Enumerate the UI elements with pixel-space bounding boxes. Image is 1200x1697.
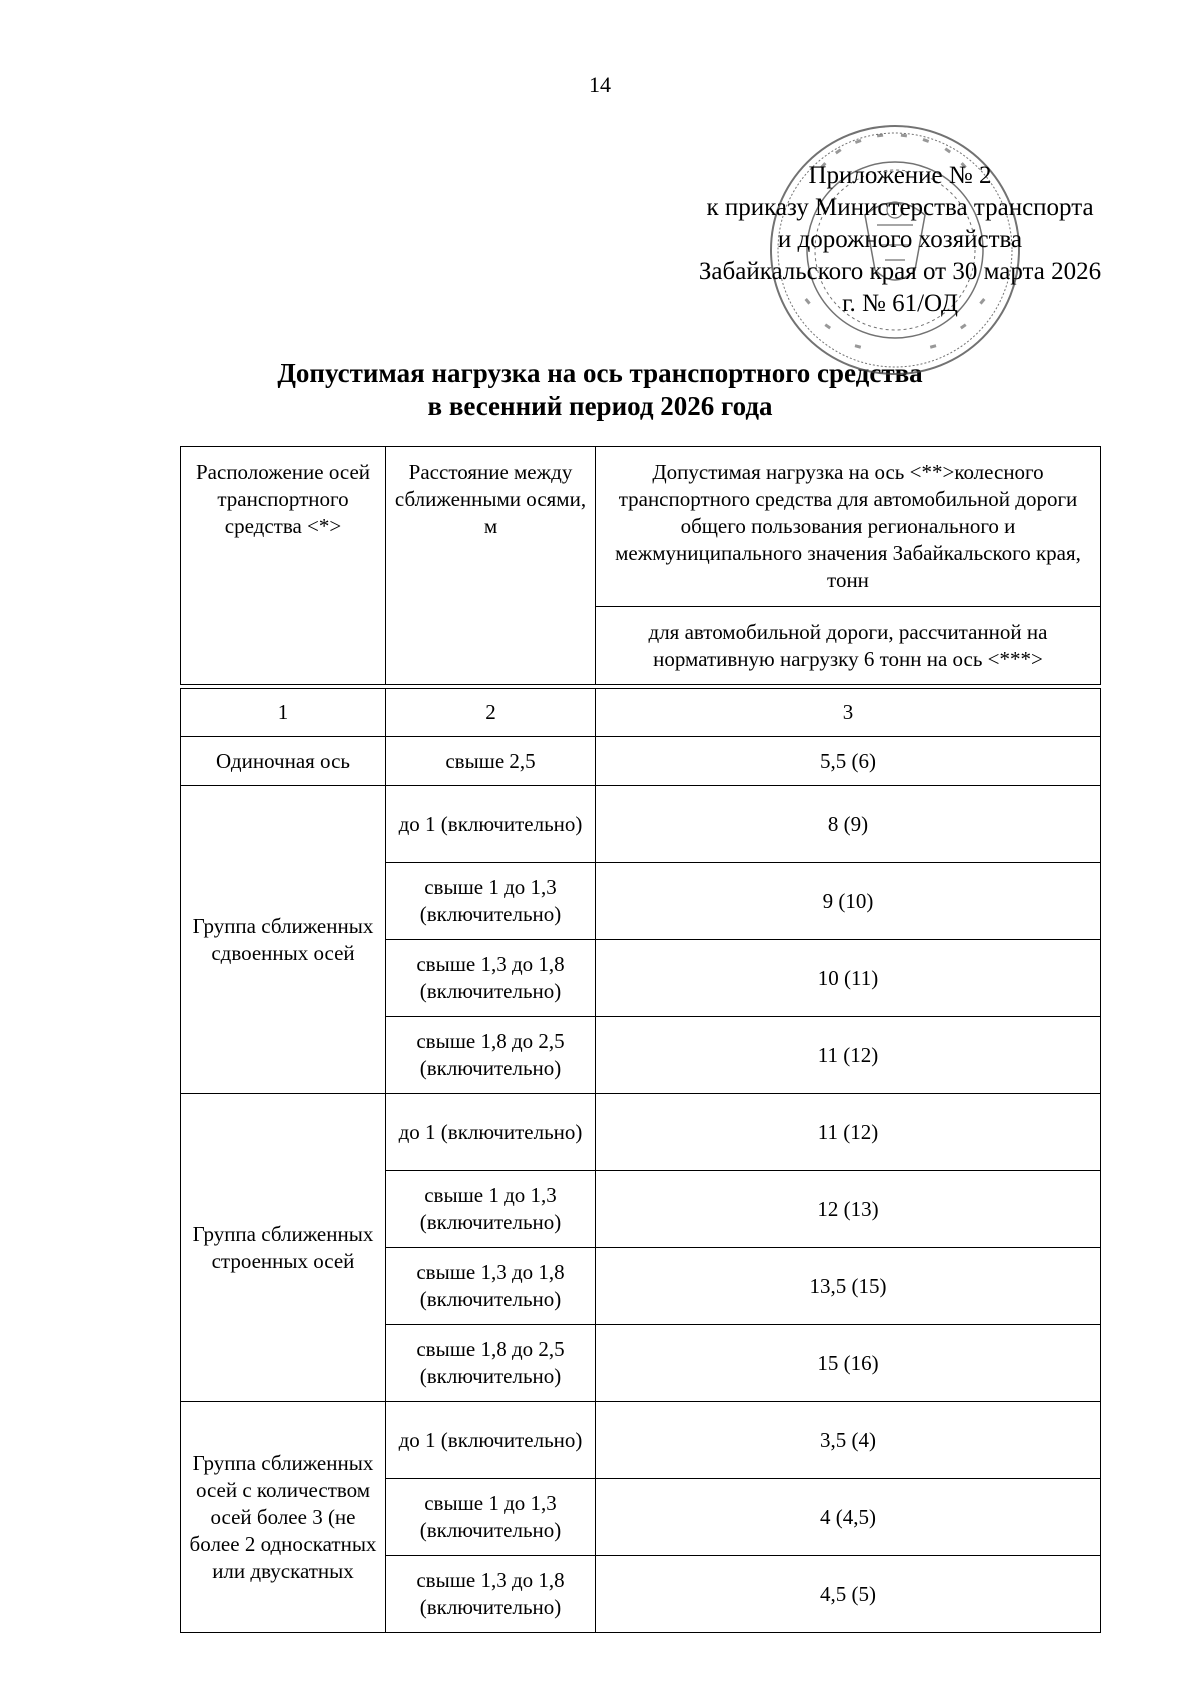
- allowed-load: 13,5 (15): [596, 1248, 1101, 1325]
- axle-group-label: Группа сближенных сдвоенных осей: [181, 786, 386, 1094]
- axle-load-table: [180, 446, 1101, 1633]
- header-axle-arrangement: Расположение осей транспортного средства <*>: [181, 447, 386, 685]
- annex-line: Приложение № 2: [808, 162, 992, 189]
- annex-line: к приказу Министерства транспорта: [706, 194, 1094, 221]
- annex-header: [640, 160, 1160, 320]
- axle-distance: свыше 1 до 1,3 (включительно): [386, 1479, 596, 1556]
- axle-distance: свыше 1 до 1,3 (включительно): [386, 1171, 596, 1248]
- annex-line: Забайкальского края от 30 марта 2026: [698, 258, 1102, 285]
- title-line: Допустимая нагрузка на ось транспортного средства: [277, 358, 923, 388]
- allowed-load: 11 (12): [596, 1094, 1101, 1171]
- allowed-load: 11 (12): [596, 1017, 1101, 1094]
- allowed-load: 3,5 (4): [596, 1402, 1101, 1479]
- axle-distance: до 1 (включительно): [386, 786, 596, 863]
- axle-arrangement: Одиночная ось: [181, 737, 386, 786]
- table-row: [181, 786, 1101, 863]
- table-row: [181, 1094, 1101, 1171]
- allowed-load: 10 (11): [596, 940, 1101, 1017]
- axle-distance: свыше 2,5: [386, 737, 596, 786]
- axle-group-label: Группа сближенных осей с количеством осей более 3 (не более 2 односкатных или двускатных: [181, 1402, 386, 1633]
- axle-distance: свыше 1,3 до 1,8 (включительно): [386, 1556, 596, 1633]
- allowed-load: 12 (13): [596, 1171, 1101, 1248]
- column-number: 3: [596, 689, 1101, 737]
- header-axle-distance: Расстояние между сближенными осями, м: [386, 447, 596, 685]
- table-row: [181, 689, 1101, 737]
- allowed-load: 8 (9): [596, 786, 1101, 863]
- axle-distance: свыше 1,3 до 1,8 (включительно): [386, 1248, 596, 1325]
- allowed-load: 4,5 (5): [596, 1556, 1101, 1633]
- column-number: 1: [181, 689, 386, 737]
- allowed-load: 9 (10): [596, 863, 1101, 940]
- header-allowed-load: Допустимая нагрузка на ось <**>колесного транспортного средства для автомобильной дороги общего пользования регионального и межмуниципального значения Забайкальского края, тонн: [596, 447, 1101, 607]
- annex-line: г. № 61/ОД: [842, 290, 958, 317]
- axle-distance: до 1 (включительно): [386, 1402, 596, 1479]
- title-line: в весенний период 2026 года: [427, 391, 773, 421]
- axle-distance: свыше 1,8 до 2,5 (включительно): [386, 1325, 596, 1402]
- allowed-load: 4 (4,5): [596, 1479, 1101, 1556]
- axle-distance: свыше 1,8 до 2,5 (включительно): [386, 1017, 596, 1094]
- table-row: [181, 1402, 1101, 1479]
- page-number: 14: [589, 72, 611, 97]
- annex-line: и дорожного хозяйства: [777, 226, 1023, 253]
- allowed-load: 5,5 (6): [596, 737, 1101, 786]
- axle-distance: свыше 1,3 до 1,8 (включительно): [386, 940, 596, 1017]
- table-row: [181, 737, 1101, 786]
- axle-distance: до 1 (включительно): [386, 1094, 596, 1171]
- allowed-load: 15 (16): [596, 1325, 1101, 1402]
- axle-distance: свыше 1 до 1,3 (включительно): [386, 863, 596, 940]
- column-number: 2: [386, 689, 596, 737]
- axle-group-label: Группа сближенных строенных осей: [181, 1094, 386, 1402]
- header-allowed-load-subheading: для автомобильной дороги, рассчитанной на нормативную нагрузку 6 тонн на ось <***>: [596, 607, 1101, 685]
